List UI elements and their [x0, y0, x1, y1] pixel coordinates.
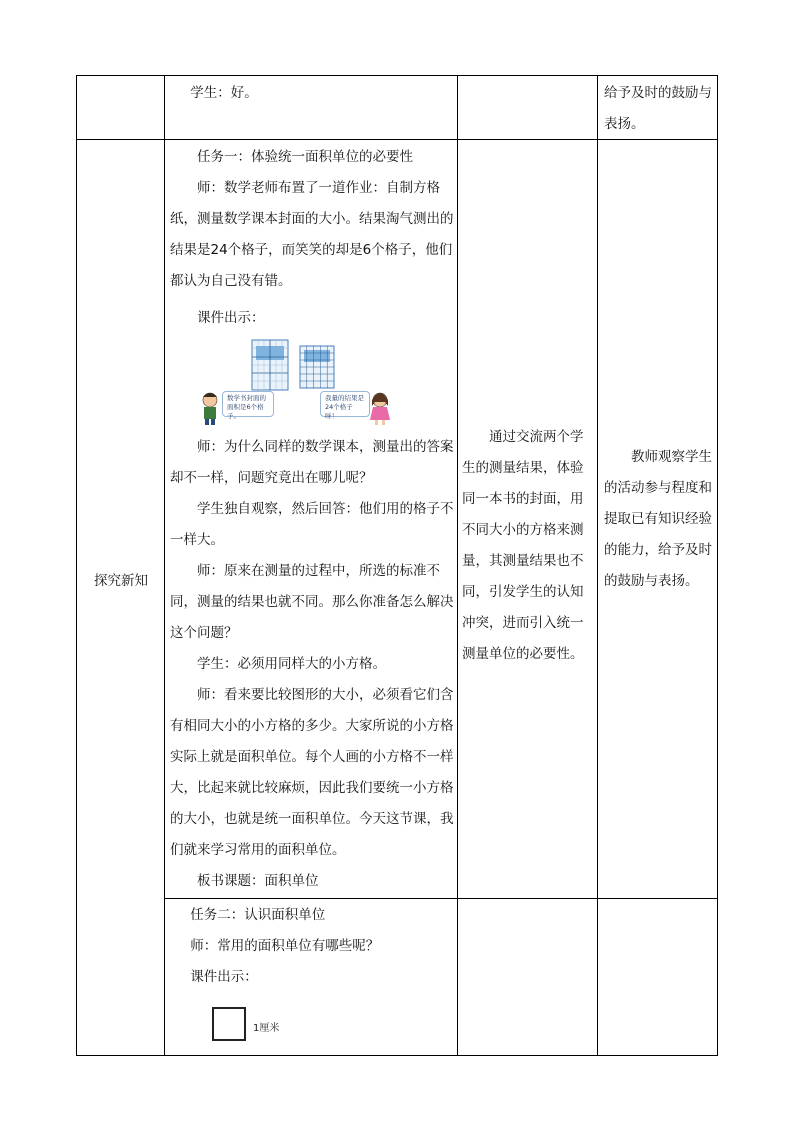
- activity-paragraph: 板书课题：面积单位: [197, 873, 319, 889]
- activity-paragraph: 学生：必须用同样大的小方格。: [197, 656, 386, 672]
- row2-intent: [462, 422, 593, 670]
- activity-paragraph: 学生独自观察，然后回答：他们用的格子不一样大。: [170, 501, 454, 548]
- row1-evaluation: [604, 78, 714, 140]
- activity-paragraph: 课件出示：: [197, 310, 265, 326]
- activity-paragraph: 师：常用的面积单位有哪些呢？: [190, 938, 380, 954]
- courseware-illustration: [196, 336, 396, 426]
- evaluation-paragraph: 教师观察学生的活动参与程度和提取已有知识经验的能力，给予及时的鼓励与表扬。: [604, 449, 712, 589]
- unit-square-label: 1厘米: [253, 1023, 280, 1034]
- column-divider: [457, 75, 458, 1056]
- row2-evaluation: [604, 442, 714, 597]
- evaluation-paragraph: 给予及时的鼓励与表扬。: [604, 85, 712, 132]
- activity-paragraph: 师：数学老师布置了一道作业：自制方格纸，测量数学课本封面的大小。结果淘气测出的结果是24个格子，而笑笑的却是6个格子，他们都认为自己没有错。: [170, 180, 454, 289]
- speech-bubble-right: 我量的结果是24个格子呀！: [320, 391, 370, 417]
- activity-paragraph: 师：为什么同样的数学课本，测量出的答案却不一样，问题究竟出在哪儿呢？: [170, 439, 454, 486]
- row3-activity: [170, 900, 454, 993]
- stage-label: 探究新知: [94, 573, 148, 589]
- activity-paragraph: 任务二：认识面积单位: [190, 907, 326, 923]
- column-divider: [164, 75, 165, 1056]
- row-divider: [164, 898, 718, 899]
- unit-square-1cm: [212, 1007, 246, 1041]
- activity-paragraph: 师：看来要比较图形的大小，必须看它们含有相同大小的小方格的多少。大家所说的小方格实际上就是面积单位。每个人画的小方格不一样大，比起来就比较麻烦，因此我们要统一小方格的大小，也就是统一面积单位。今天这节课，我们就来学习常用的面积单位。: [170, 687, 454, 858]
- row2-activity-top: [170, 142, 454, 334]
- activity-paragraph: 师：原来在测量的过程中，所选的标准不同，测量的结果也就不同。那么你准备怎么解决这个问题？: [170, 563, 454, 641]
- speech-bubble-left: 数学书封面的面积是6个格子。: [222, 391, 274, 417]
- row2-activity-bottom: [170, 432, 454, 897]
- activity-paragraph: 课件出示：: [190, 969, 258, 985]
- intent-paragraph: 通过交流两个学生的测量结果，体验同一本书的封面，用不同大小的方格来测量，其测量结果也不同，引发学生的认知冲突，进而引入统一测量单位的必要性。: [462, 429, 584, 662]
- activity-paragraph: 学生：好。: [190, 85, 258, 101]
- activity-paragraph: 任务一：体验统一面积单位的必要性: [197, 149, 413, 165]
- column-divider: [597, 75, 598, 1056]
- row1-activity: [170, 78, 453, 109]
